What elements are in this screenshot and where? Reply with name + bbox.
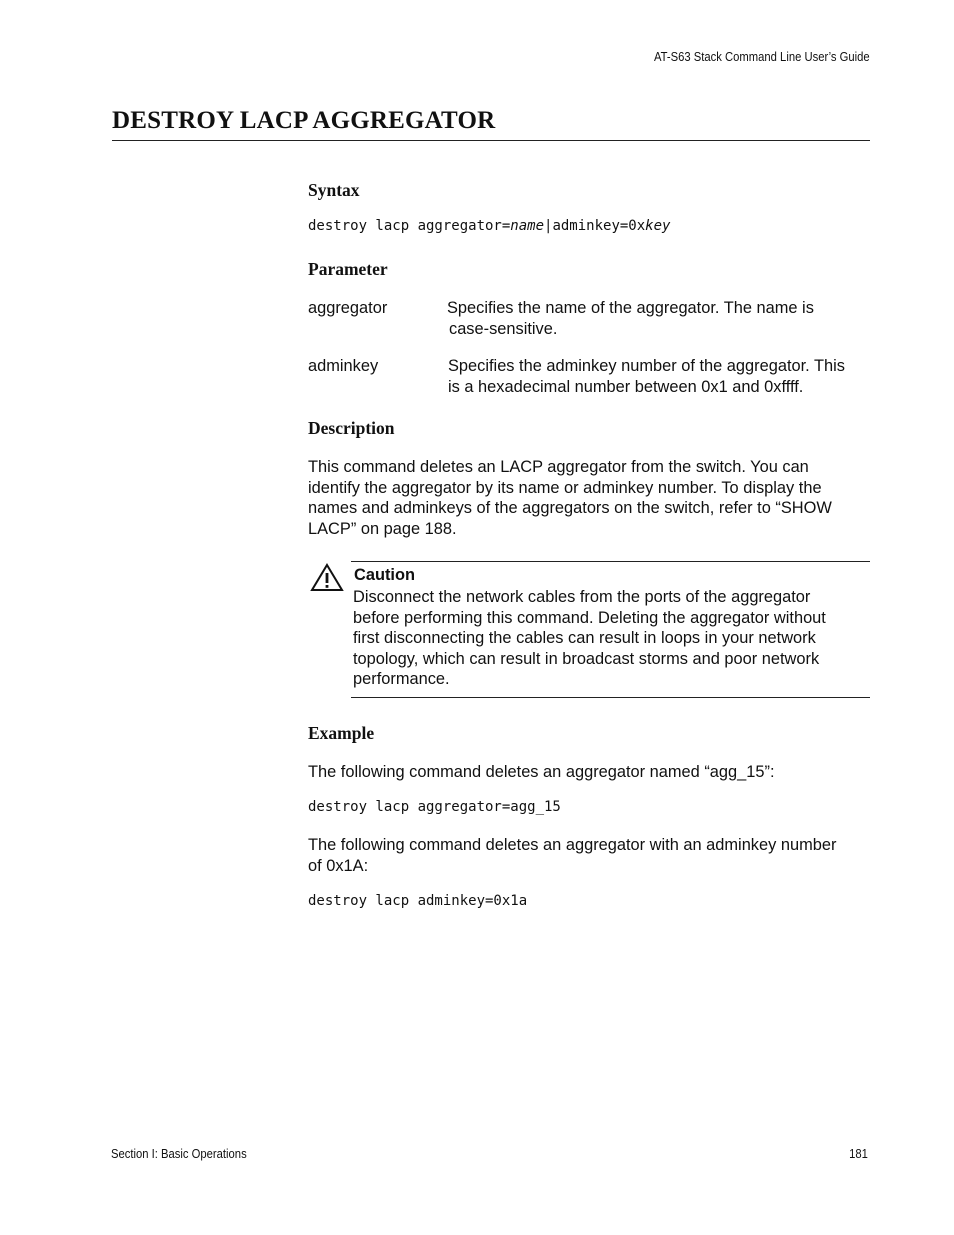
- syntax-command: [308, 218, 670, 234]
- description-line: names and adminkeys of the aggregators on the switch, refer to “SHOW: [308, 499, 832, 517]
- example-heading: Example: [308, 723, 375, 743]
- example-intro-1: The following command deletes an aggregator named “agg_15”:: [308, 763, 775, 781]
- page-title: DESTROY LACP AGGREGATOR: [112, 107, 496, 134]
- description-line: LACP” on page 188.: [308, 519, 457, 538]
- parameter-desc-line: Specifies the name of the aggregator. The name is: [447, 299, 814, 317]
- syntax-middle: |adminkey=0x: [544, 218, 646, 234]
- caution-line: before performing this command. Deleting the aggregator without: [353, 608, 826, 627]
- description-heading: Description: [308, 418, 395, 438]
- syntax-heading: Syntax: [308, 180, 360, 200]
- running-header: AT-S63 Stack Command Line User’s Guide: [654, 50, 870, 64]
- caution-line: performance.: [353, 670, 450, 688]
- caution-bottom-rule: [351, 697, 870, 698]
- syntax-prefix: destroy lacp aggregator=: [308, 218, 511, 234]
- example-command-1: destroy lacp aggregator=agg_15: [308, 799, 561, 815]
- parameter-name-adminkey: adminkey: [308, 357, 379, 375]
- example-intro-line: The following command deletes an aggregator with an adminkey number: [308, 836, 837, 854]
- caution-top-rule: [351, 561, 870, 562]
- caution-warning-icon: [310, 563, 344, 592]
- example-command-2: destroy lacp adminkey=0x1a: [308, 893, 528, 909]
- caution-body: [353, 587, 870, 690]
- parameter-desc-line: case-sensitive.: [449, 319, 558, 338]
- example-intro-2: [308, 835, 870, 876]
- syntax-name-variable: name: [510, 218, 545, 234]
- title-rule: [112, 140, 870, 141]
- parameter-name-aggregator: aggregator: [308, 299, 388, 317]
- description-body: [308, 457, 870, 539]
- caution-line: Disconnect the network cables from the ports of the aggregator: [353, 588, 811, 606]
- caution-title: Caution: [354, 566, 416, 584]
- syntax-key-variable: key: [645, 218, 671, 234]
- caution-line: first disconnecting the cables can result in loops in your network: [353, 629, 816, 647]
- parameter-desc-adminkey: [448, 356, 870, 397]
- example-intro-line: of 0x1A:: [308, 856, 369, 875]
- description-line: identify the aggregator by its name or adminkey number. To display the: [308, 478, 822, 497]
- parameter-desc-aggregator: [447, 298, 870, 339]
- description-line: This command deletes an LACP aggregator from the switch. You can: [308, 458, 809, 476]
- footer-section: Section I: Basic Operations: [111, 1147, 247, 1161]
- caution-line: topology, which can result in broadcast storms and poor network: [353, 649, 820, 668]
- parameter-desc-line: Specifies the adminkey number of the aggregator. This: [448, 357, 845, 375]
- parameter-desc-line: is a hexadecimal number between 0x1 and 0xffff.: [448, 377, 804, 396]
- parameter-heading: Parameter: [308, 259, 388, 279]
- footer-page-number: 181: [849, 1147, 868, 1161]
